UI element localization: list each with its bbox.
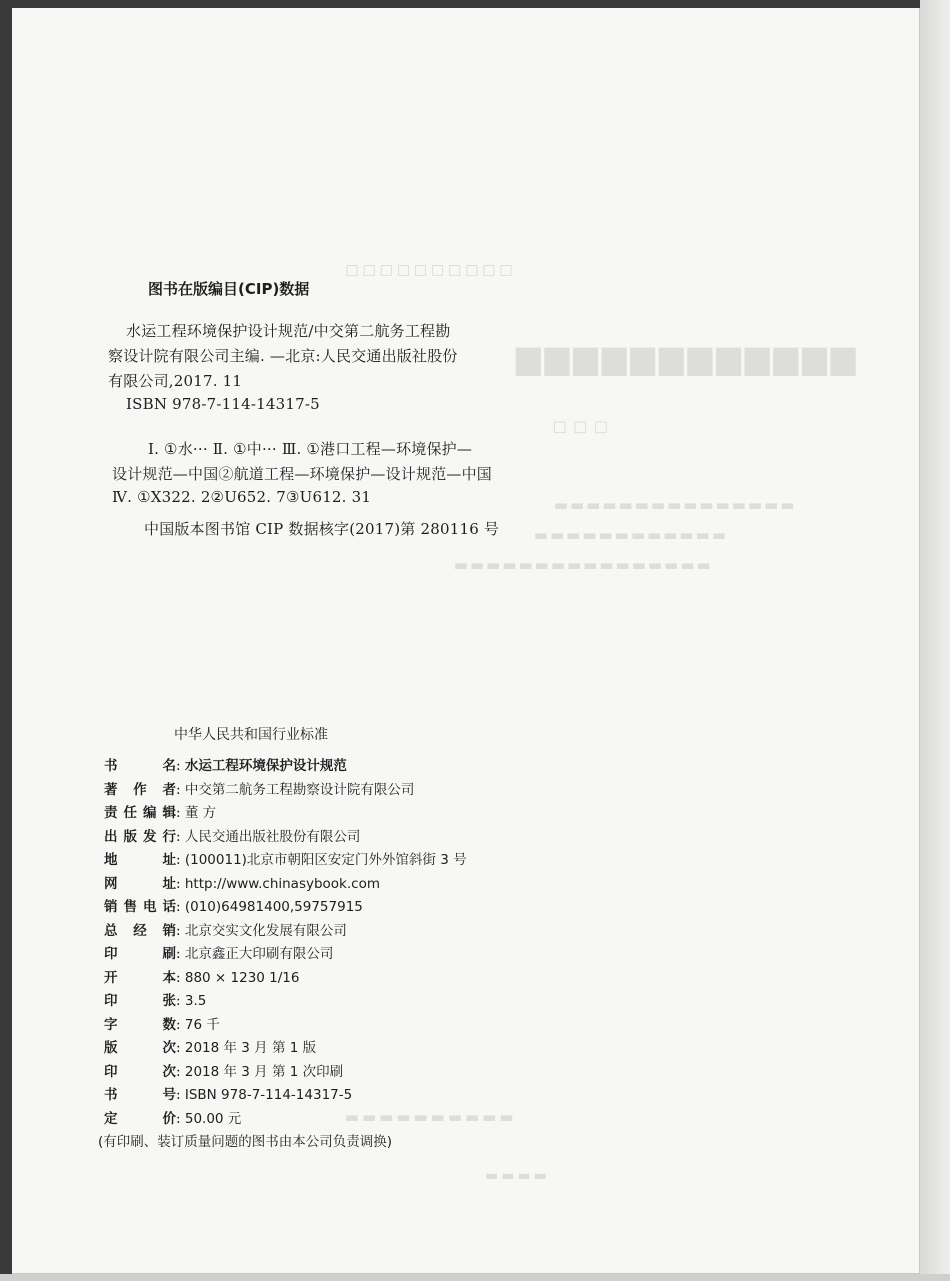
cip-line: 设计规范—中国②航道工程—环境保护—设计规范—中国	[112, 465, 493, 483]
colophon-row-editor: 责任编辑: 董 方	[104, 805, 217, 821]
standard-title: 中华人民共和国行业标准	[174, 727, 328, 743]
cip-line: 察设计院有限公司主编. —北京:人民交通出版社股份	[108, 347, 458, 365]
cip-line: Ⅳ. ①X322. 2②U652. 7③U612. 31	[112, 488, 372, 506]
colophon-row-printer: 印刷: 北京鑫正大印刷有限公司	[104, 946, 334, 962]
colophon-row-printing: 印次: 2018 年 3 月 第 1 次印刷	[104, 1063, 344, 1080]
colophon-row-word-count: 字数: 76 千	[104, 1016, 220, 1033]
bleed-through-decoration: ◻ ◻ ◻	[552, 416, 609, 437]
colophon-row-distributor: 总经销: 北京交实文化发展有限公司	[104, 922, 347, 939]
bleed-through-decoration: ▬▬▬▬▬▬▬▬▬▬▬▬	[532, 526, 727, 544]
colophon-row-price: 定价: 50.00 元	[104, 1110, 242, 1127]
bleed-through-decoration: ▆▆▆▆▆▆▆▆▆▆▆▆	[512, 338, 856, 376]
colophon-row-format: 开本: 880 × 1230 1/16	[104, 969, 300, 986]
bleed-through-decoration: ▬▬▬▬▬▬▬▬▬▬▬▬▬▬▬	[552, 496, 795, 514]
bleed-through-decoration: ▬▬▬▬▬▬▬▬▬▬	[342, 1108, 514, 1126]
cip-classification: Ⅰ. ①水··· Ⅱ. ①中··· Ⅲ. ①港口工程—环境保护—	[148, 440, 473, 458]
bleed-through-decoration: ▬▬▬▬▬▬▬▬▬▬▬▬▬▬▬▬	[452, 556, 711, 574]
colophon-row-author: 著作者: 中交第二航务工程勘察设计院有限公司	[104, 781, 415, 798]
colophon-row-sales-phone: 销售电话: (010)64981400,59757915	[104, 899, 363, 915]
cip-verification-number: 中国版本图书馆 CIP 数据核字(2017)第 280116 号	[144, 520, 500, 538]
copyright-page	[12, 8, 920, 1274]
quality-note: (有印刷、装订质量问题的图书由本公司负责调换)	[98, 1134, 393, 1150]
colophon-row-edition: 版次: 2018 年 3 月 第 1 版	[104, 1040, 317, 1056]
page-edge-bottom	[0, 1274, 950, 1281]
colophon-row-sheets: 印张: 3.5	[104, 993, 207, 1009]
colophon-row-website: 网址: http://www.chinasybook.com	[104, 875, 381, 892]
colophon-row-title: 书名: 水运工程环境保护设计规范	[104, 758, 347, 774]
bleed-through-decoration: ◻◻◻◻◻◻◻◻◻◻	[342, 260, 514, 280]
cip-isbn: ISBN 978-7-114-14317-5	[126, 395, 320, 413]
cip-line: 有限公司,2017. 11	[108, 372, 243, 390]
cip-line: 水运工程环境保护设计规范/中交第二航务工程勘	[126, 322, 451, 340]
colophon-row-publisher: 出版发行: 人民交通出版社股份有限公司	[104, 828, 361, 845]
cip-title: 图书在版编目(CIP)数据	[148, 280, 310, 298]
colophon-row-address: 地址: (100011)北京市朝阳区安定门外外馆斜街 3 号	[104, 852, 467, 868]
bleed-through-decoration: ▬▬▬▬	[482, 1168, 547, 1184]
colophon-row-isbn: 书号: ISBN 978-7-114-14317-5	[104, 1087, 353, 1103]
page-edge-right	[920, 0, 950, 1281]
